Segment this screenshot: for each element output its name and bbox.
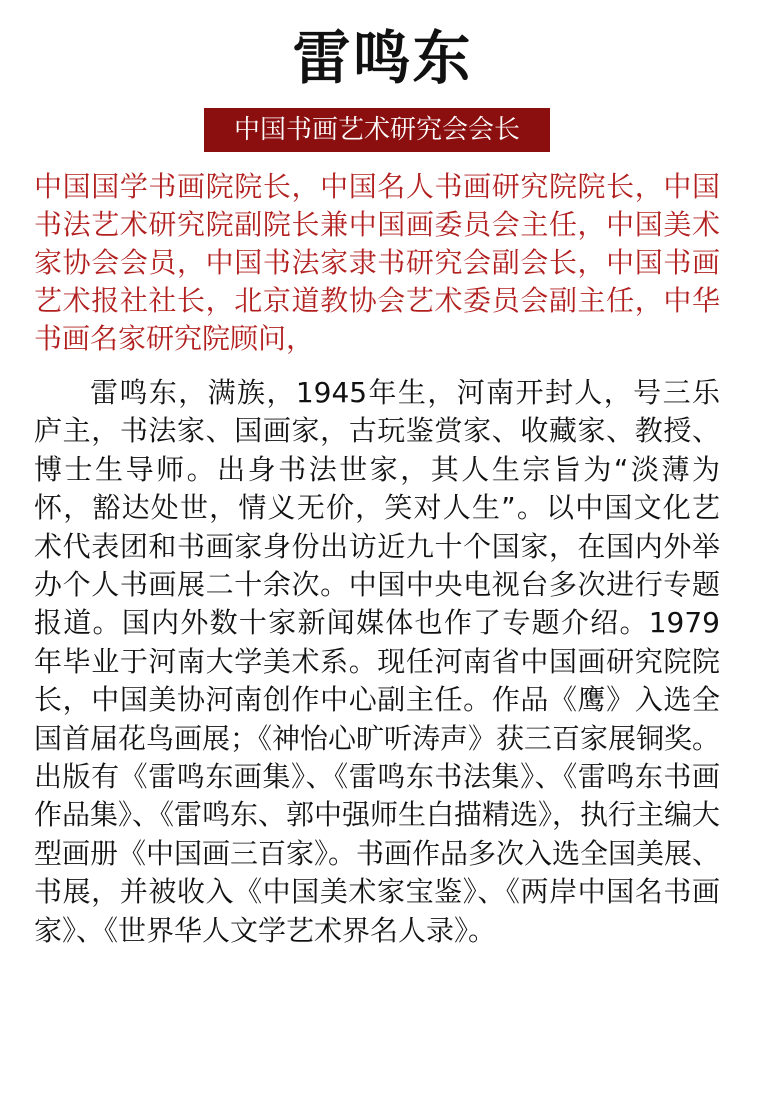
roles-paragraph: 中国国学书画院院长，中国名人书画研究院院长，中国书法艺术研究院副院长兼中国画委员会主任，中国美术家协会会员，中国书法家隶书研究会副会长，中国书画艺术报社社长，北京道教协会艺术委员会副主任，中华书画名家研究院顾问， xyxy=(34,170,720,355)
biography-paragraph: 雷鸣东，满族，1945年生，河南开封人，号三乐庐主，书法家、国画家，古玩鉴赏家、收藏家、教授、博士生导师。出身书法世家，其人生宗旨为“淡薄为怀，豁达处世，情义无价，笑对人生”。以中国文化艺术代表团和书画家身份出访近九十个国家，在国内外举办个人书画展二十余次。中国中央电视台多次进行专题报道。国内外数十家新闻媒体也作了专题介绍。1979年毕业于河南大学美术系。现任河南省中国画研究院院长，中国美协河南创作中心副主任。作品《鹰》入选全国首届花鸟画展；《神怡心旷听涛声》获三百家展铜奖。出版有《雷鸣东画集》、《雷鸣东书法集》、《雷鸣东书画作品集》、《雷鸣东、郭中强师生白描精选》，执行主编大型画册《中国画三百家》。书画作品多次入选全国美展、书展，并被收入《中国美术家宝鉴》、《两岸中国名书画家》、《世界华人文学艺术界名人录》。 xyxy=(34,376,721,947)
page-title-name: 雷鸣东 xyxy=(292,24,473,92)
title-banner xyxy=(204,108,550,152)
title-banner-text: 中国书画艺术研究会会长 xyxy=(233,115,520,145)
